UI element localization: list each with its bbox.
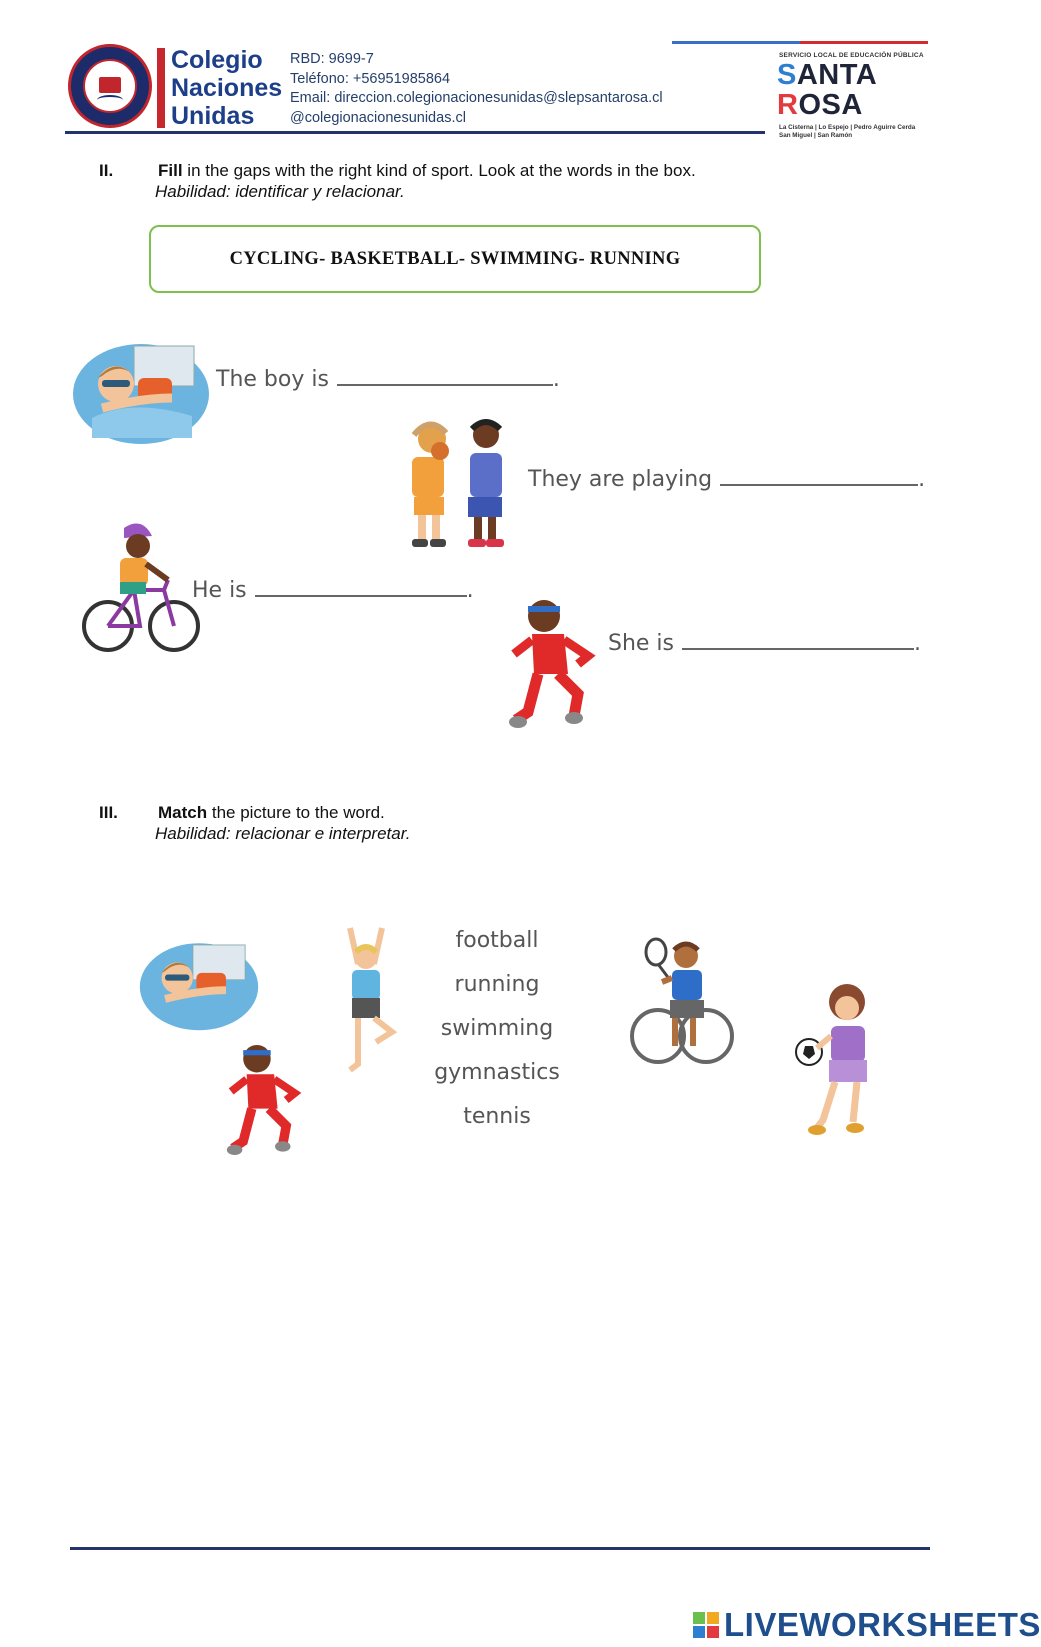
header-red-bar — [157, 48, 165, 128]
section-2-skill: Habilidad: identificar y relacionar. — [155, 182, 405, 201]
email-text: Email: direccion.colegionacionesunidas@slepsantarosa.cl — [290, 90, 663, 106]
phone-text: Teléfono: +56951985864 — [290, 70, 451, 87]
school-name-line-3: Unidas — [171, 102, 255, 130]
section-2-number: II. — [99, 161, 114, 180]
word-bank-box — [149, 225, 761, 293]
section-2-instruction-bold: Fill — [158, 161, 183, 180]
liveworksheets-brand: LIVEWORKSHEETS — [724, 1606, 1041, 1643]
slep-name-rest-1: ANTA — [796, 59, 878, 91]
section-3-instruction — [158, 803, 385, 823]
match-tennis-image[interactable] — [628, 936, 732, 1068]
section-3-instruction-rest: the picture to the word. — [207, 803, 385, 822]
liveworksheets-icon — [693, 1612, 721, 1640]
social-text: @colegionacionesunidas.cl — [290, 109, 466, 126]
sentence-3-answer-blank[interactable] — [255, 577, 467, 597]
sentence-2: They are playing . — [528, 467, 926, 492]
sentence-3-text: He is — [192, 578, 247, 603]
slep-name-line-2: ROSA — [777, 89, 863, 121]
slep-name-rest-2: OSA — [798, 89, 863, 121]
section-2-instruction-rest: in the gaps with the right kind of sport. Look at the words in the box. — [182, 161, 696, 180]
school-name-line-2: Naciones — [171, 74, 283, 102]
school-contact — [290, 50, 663, 128]
match-word-swimming[interactable]: swimming — [440, 1016, 554, 1041]
sentence-1-answer-blank[interactable] — [337, 366, 553, 386]
cycling-boy-image — [84, 520, 200, 656]
match-swimming-image[interactable] — [138, 938, 260, 1032]
slep-logo — [777, 60, 877, 120]
match-word-tennis[interactable]: tennis — [463, 1104, 531, 1129]
header-rule — [65, 131, 765, 134]
word-bank-text: CYCLING- BASKETBALL- SWIMMING- RUNNING — [229, 248, 681, 269]
section-3-instruction-bold: Match — [158, 803, 208, 822]
sentence-4-answer-blank[interactable] — [682, 630, 914, 650]
match-words-column — [417, 928, 577, 1148]
school-name-line-1: Colegio — [171, 46, 263, 74]
sentence-3: He is . — [192, 578, 474, 603]
sentence-2-text: They are playing — [528, 467, 713, 492]
slep-name-line-1: SANTA — [777, 59, 878, 91]
sentence-4: She is . — [608, 631, 922, 656]
slep-accent-line — [672, 41, 928, 44]
match-word-running[interactable]: running — [454, 972, 540, 997]
match-word-gymnastics[interactable]: gymnastics — [434, 1060, 560, 1085]
sentence-2-answer-blank[interactable] — [720, 466, 918, 486]
footer-rule — [70, 1547, 930, 1550]
section-2-instruction — [158, 161, 696, 181]
sentence-1: The boy is . — [216, 367, 560, 392]
match-running-image[interactable] — [226, 1038, 312, 1162]
section-3-skill: Habilidad: relacionar e interpretar. — [155, 824, 411, 843]
rbd-text: RBD: 9699-7 — [290, 51, 374, 67]
swimming-boy-image — [72, 338, 210, 446]
slep-comunas-line-2: San Miguel | San Ramón — [779, 132, 853, 139]
slep-comunas-line-1: La Cisterna | Lo Espejo | Pedro Aguirre Cerda — [779, 124, 916, 131]
match-gymnastics-image[interactable] — [330, 924, 402, 1076]
sentence-1-text: The boy is — [216, 367, 329, 392]
sentence-4-text: She is — [608, 631, 675, 656]
slep-comunas — [779, 124, 915, 140]
slep-caption: SERVICIO LOCAL DE EDUCACIÓN PÚBLICA — [779, 52, 924, 59]
school-name — [171, 46, 282, 130]
school-seal-logo — [68, 44, 152, 128]
basketball-players-image — [382, 413, 522, 551]
running-girl-image — [508, 594, 608, 734]
section-3-number: III. — [99, 803, 118, 822]
match-word-football[interactable]: football — [455, 928, 539, 953]
match-football-image[interactable] — [795, 978, 885, 1144]
